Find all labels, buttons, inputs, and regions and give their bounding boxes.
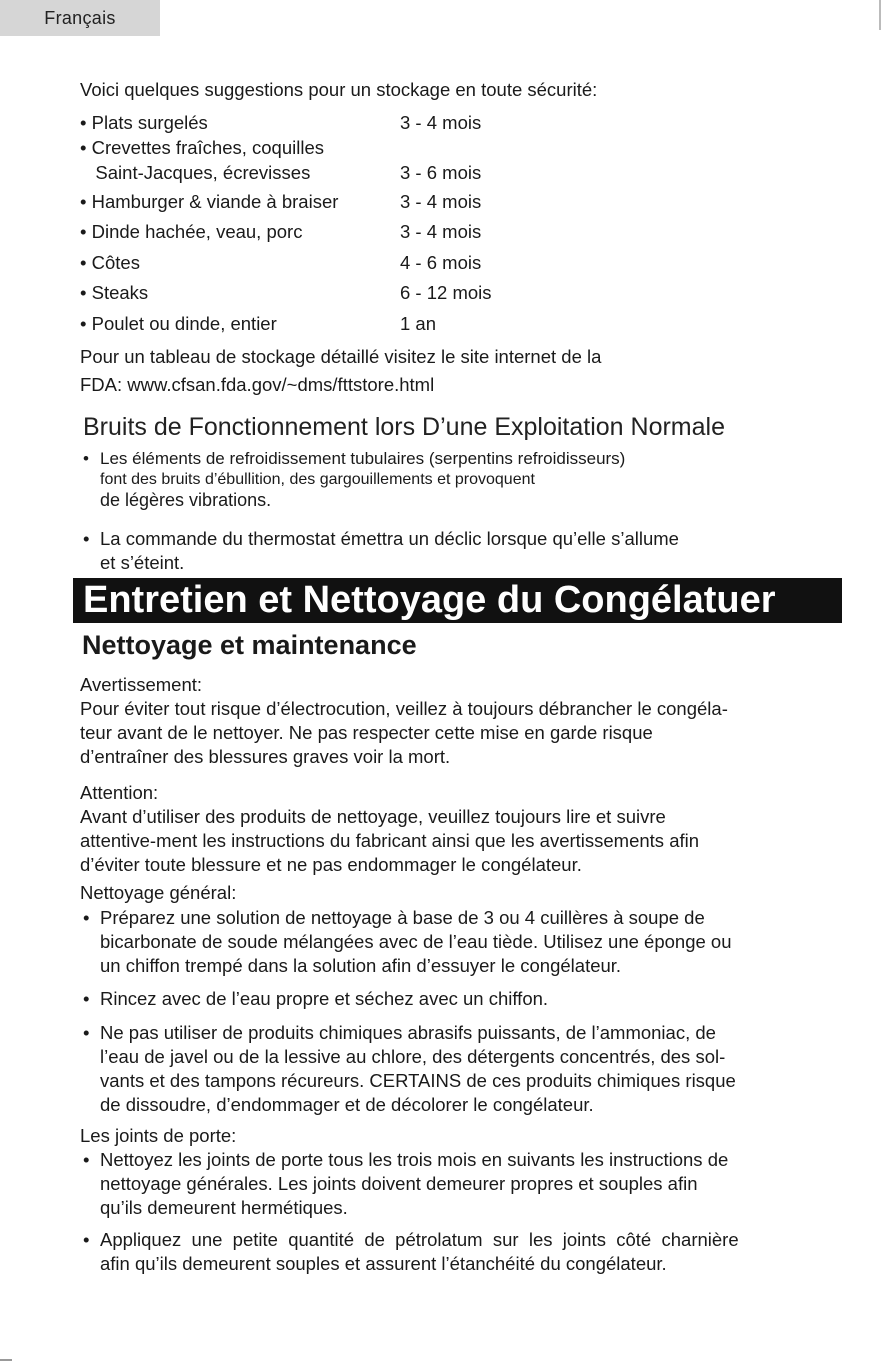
warning-line: d’entraîner des blessures graves voir la mort.	[80, 746, 451, 767]
bullet-line: Rincez avec de l’eau propre et séchez avec un chiffon.	[100, 988, 549, 1009]
noises-title: Bruits de Fonctionnement lors D’une Exploitation Normale	[83, 413, 725, 441]
bullet-line: font des bruits d’ébullition, des gargouillements et provoquent	[100, 471, 535, 488]
storage-item-duration: 1 an	[400, 313, 437, 334]
general-cleaning-heading: Nettoyage général:	[80, 882, 237, 903]
attention-line: Avant d’utiliser des produits de nettoyage, veuillez toujours lire et suivre	[80, 806, 666, 827]
bullet-line: vants et des tampons récureurs. CERTAINS de ces produits chimiques risque	[100, 1070, 736, 1091]
storage-item-duration: 6 - 12 mois	[400, 282, 492, 303]
bullet-line: Préparez une solution de nettoyage à base de 3 ou 4 cuillères à soupe de	[100, 907, 705, 928]
warning-line: Pour éviter tout risque d’électrocution, veillez à toujours débrancher le congéla-	[80, 698, 728, 719]
storage-item-duration: 3 - 4 mois	[400, 112, 482, 133]
bullet-line: de dissoudre, d’endommager et de décolorer le congélateur.	[100, 1094, 594, 1115]
bullet-dot: •	[83, 907, 90, 928]
bullet-line: Nettoyez les joints de porte tous les trois mois en suivants les instructions de	[100, 1149, 729, 1170]
bullet-line: Les éléments de refroidissement tubulaires (serpentins refroidisseurs)	[100, 449, 626, 468]
storage-intro: Voici quelques suggestions pour un stockage en toute sécurité:	[80, 79, 598, 100]
section-subtitle: Nettoyage et maintenance	[82, 630, 417, 660]
bullet-line: nettoyage générales. Les joints doivent demeurer propres et souples afin	[100, 1173, 698, 1194]
storage-item-name: • Plats surgelés	[80, 112, 208, 133]
bullet-dot: •	[83, 1229, 90, 1250]
attention-line: d’éviter toute blessure et ne pas endommager le congélateur.	[80, 854, 582, 875]
storage-item-duration: 4 - 6 mois	[400, 252, 482, 273]
bullet-dot: •	[83, 449, 89, 468]
bullet-line: un chiffon trempé dans la solution afin d’essuyer le congélateur.	[100, 955, 622, 976]
warning-label: Avertissement:	[80, 674, 203, 695]
storage-item-name: • Côtes	[80, 252, 140, 273]
storage-item-name: • Hamburger & viande à braiser	[80, 191, 339, 212]
bullet-line: La commande du thermostat émettra un déclic lorsque qu’elle s’allume	[100, 528, 679, 549]
general-cleaning-label	[80, 881, 236, 905]
fda-text-line2: FDA: www.cfsan.fda.gov/~dms/fttstore.html	[80, 374, 435, 395]
bullet-line: afin qu’ils demeurent souples et assurent l’étanchéité du congélateur.	[100, 1253, 667, 1274]
bullet-line: qu’ils demeurent hermétiques.	[100, 1197, 348, 1218]
storage-item-duration: 3 - 4 mois	[400, 191, 482, 212]
storage-item-name: Saint-Jacques, écrevisses	[80, 162, 311, 183]
attention-block	[80, 781, 699, 877]
storage-item-duration: 3 - 6 mois	[400, 162, 482, 183]
bullet-dot: •	[83, 1149, 90, 1170]
language-tab: Français	[0, 0, 160, 36]
warning-line: teur avant de le nettoyer. Ne pas respecter cette mise en garde risque	[80, 722, 653, 743]
bullet-dot: •	[83, 528, 90, 549]
attention-line: attentive-ment les instructions du fabricant ainsi que les avertissements afin	[80, 830, 700, 851]
bullet-line: de légères vibrations.	[100, 490, 272, 510]
bullet-dot: •	[83, 988, 90, 1009]
door-seals-label	[80, 1124, 236, 1148]
storage-item-name: • Crevettes fraîches, coquilles	[80, 137, 324, 158]
bullet-line: Appliquez une petite quantité de pétrolatum sur les joints côté charnière	[100, 1229, 739, 1250]
section-band-title: Entretien et Nettoyage du Congélatuer	[73, 578, 842, 623]
storage-item-name: • Dinde hachée, veau, porc	[80, 221, 303, 242]
bullet-dot: •	[83, 1022, 90, 1043]
bullet-line: bicarbonate de soude mélangées avec de l’eau tiède. Utilisez une éponge ou	[100, 931, 732, 952]
warning-block	[80, 673, 728, 769]
storage-item-duration: 3 - 4 mois	[400, 221, 482, 242]
storage-item-name: • Steaks	[80, 282, 149, 303]
bullet-line: Ne pas utiliser de produits chimiques abrasifs puissants, de l’ammoniac, de	[100, 1022, 716, 1043]
bullet-line: l’eau de javel ou de la lessive au chlore, des détergents concentrés, des sol-	[100, 1046, 726, 1067]
fda-text-line1: Pour un tableau de stockage détaillé visitez le site internet de la	[80, 346, 602, 367]
door-seals-heading: Les joints de porte:	[80, 1125, 237, 1146]
bullet-line: et s’éteint.	[100, 552, 185, 573]
attention-label: Attention:	[80, 782, 159, 803]
storage-item-name: • Poulet ou dinde, entier	[80, 313, 277, 334]
